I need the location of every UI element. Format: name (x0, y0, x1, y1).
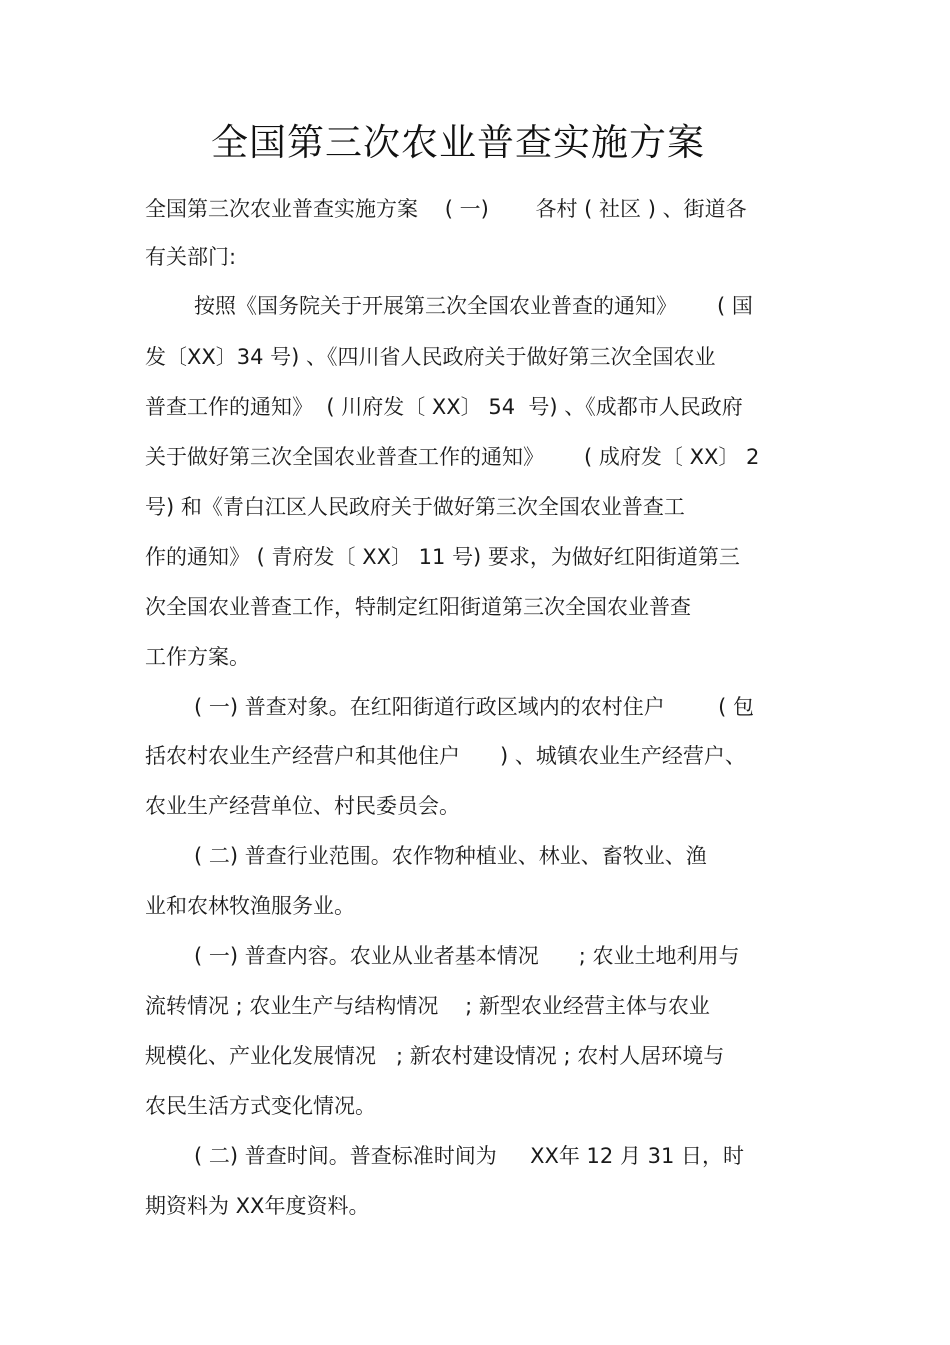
text-line-13: 农业生产经营单位、村民委员会。 (145, 794, 460, 818)
text-line-5: 普查工作的通知》 ( 川府发〔 XX〕 54 号) 、《成都市人民政府 (145, 395, 743, 419)
text-line-4: 发〔XX〕34 号) 、《四川省人民政府关于做好第三次全国农业 (145, 345, 716, 369)
text-line-12: 括农村农业生产经营户和其他住户 ) 、城镇农业生产经营户、 (145, 744, 746, 768)
text-line-2: 有关部门: (145, 245, 237, 269)
text-line-10: 工作方案。 (145, 645, 250, 669)
text-line-11: ( 一) 普查对象。在红阳街道行政区域内的农村住户 ( 包 (194, 695, 755, 719)
text-line-18: 规模化、产业化发展情况 ; 新农村建设情况 ; 农村人居环境与 (145, 1044, 725, 1068)
text-line-6: 关于做好第三次全国农业普查工作的通知》 ( 成府发〔 XX〕 2 (145, 445, 760, 469)
text-line-1: 全国第三次农业普查实施方案 ( 一) 各村 ( 社区 ) 、街道各 (145, 197, 747, 221)
text-line-21: 期资料为 XX年度资料。 (145, 1194, 370, 1218)
text-line-19: 农民生活方式变化情况。 (145, 1094, 376, 1118)
text-line-20: ( 二) 普查时间。普查标准时间为 XX年 12 月 31 日，时 (194, 1144, 745, 1168)
document-title: 全国第三次农业普查实施方案 (211, 121, 705, 164)
text-line-7: 号) 和《青白江区人民政府关于做好第三次全国农业普查工 (145, 495, 685, 519)
text-line-8: 作的通知》 ( 青府发〔 XX〕 11 号) 要求，为做好红阳街道第三 (145, 545, 740, 569)
text-line-16: ( 一) 普查内容。农业从业者基本情况 ; 农业土地利用与 (194, 944, 740, 968)
text-line-9: 次全国农业普查工作，特制定红阳街道第三次全国农业普查 (145, 595, 691, 619)
text-line-3: 按照《国务院关于开展第三次全国农业普查的通知》 ( 国 (194, 294, 753, 318)
text-line-15: 业和农林牧渔服务业。 (145, 894, 355, 918)
text-line-14: ( 二) 普查行业范围。农作物种植业、林业、畜牧业、渔 (194, 844, 707, 868)
text-line-17: 流转情况 ; 农业生产与结构情况 ; 新型农业经营主体与农业 (145, 994, 710, 1018)
